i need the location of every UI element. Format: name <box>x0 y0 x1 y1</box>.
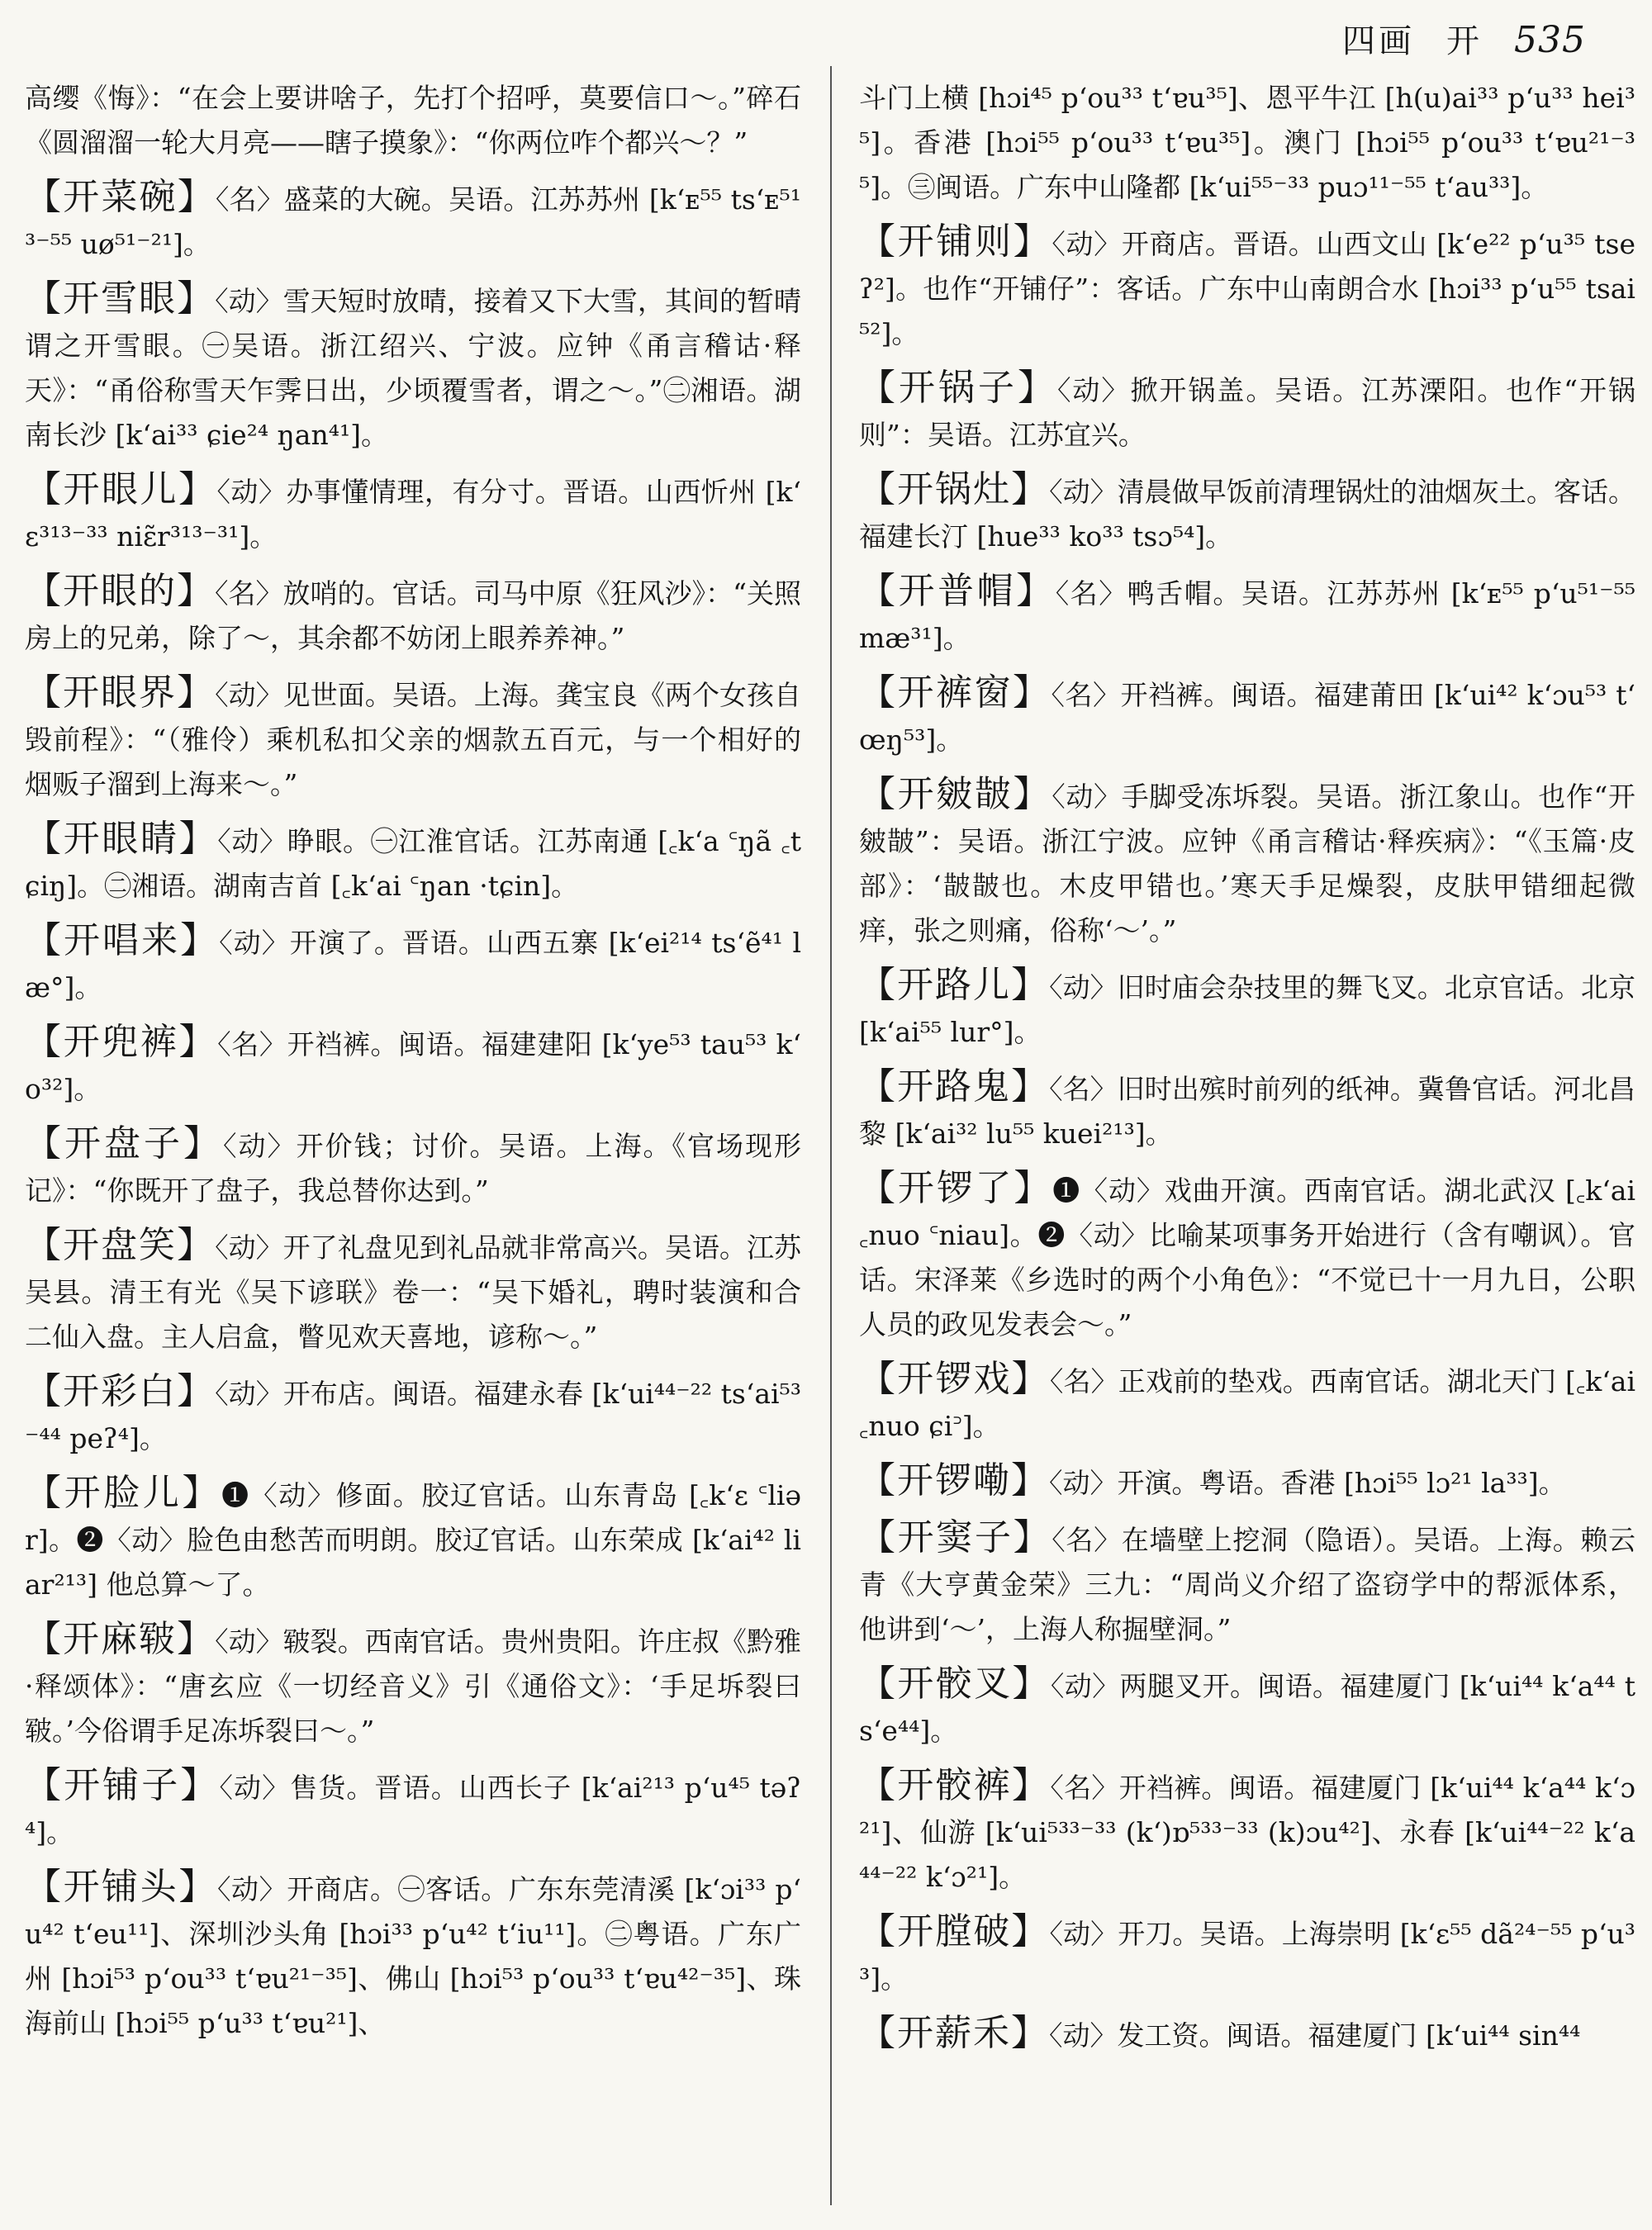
dictionary-entry <box>859 671 1635 762</box>
entry-headword: 【开膛破】 <box>859 1910 1050 1952</box>
entry-headword: 【开雪眼】 <box>25 278 216 320</box>
right-column <box>859 76 1635 2068</box>
dictionary-entry <box>859 2011 1635 2058</box>
dictionary-entry <box>25 918 801 1010</box>
entry-headword: 【开麻皲】 <box>25 1618 216 1660</box>
entry-definition: 〈动〉清晨做早饭前清理锅灶的油烟灰土。客话。福建长汀 [hue³³ ko³³ tsɔ⁵⁴]。 <box>859 476 1636 553</box>
entry-definition: 〈动〉手脚受冻坼裂。吴语。浙江象山。也作“开皴皵”：吴语。浙江宁波。应钟《甬言稽诂·释疾病》：“《玉篇·皮部》：‘皵皵也。木皮甲错也。’寒天手足燥裂，皮肤甲错细起微痒，张之则痛，俗称‘～’。” <box>859 780 1636 947</box>
entry-headword: 【开兜裤】 <box>25 1021 218 1063</box>
entry-headword: 【开路儿】 <box>859 964 1050 1006</box>
dictionary-entry <box>859 1516 1635 1652</box>
entry-definition: 〈动〉开布店。闽语。福建永春 [kʻui⁴⁴⁻²² tsʻai⁵³⁻⁴⁴ peʔ⁴]。 <box>25 1378 801 1454</box>
entry-definition: 〈名〉开裆裤。闽语。福建厦门 [kʻui⁴⁴ kʻa⁴⁴ kʻɔ²¹]、仙游 [kʻui⁵³³⁻³³ (kʻ)ɒ⁵³³⁻³³ (k)ɔu⁴²]、永春 [kʻui⁴⁴⁻²² kʻa⁴⁴⁻²² kʻɔ²¹]。 <box>859 1772 1636 1893</box>
entry-headword: 【开铺子】 <box>25 1764 220 1806</box>
entry-headword: 【开菜碗】 <box>25 176 216 218</box>
entry-definition: 斗门上横 [hɔi⁴⁵ pʻou³³ tʻɐu³⁵]、恩平牛江 [h(u)ai³³ pʻu³³ hei³⁵]。香港 [hɔi⁵⁵ pʻou³³ tʻɐu³⁵]。澳门 [hɔi⁵⁵ pʻou³³ tʻɐu²¹⁻³⁵]。㊂闽语。广东中山隆都 [kʻui⁵⁵⁻³³ puɔ¹¹⁻⁵⁵ tʻau³³]。 <box>859 82 1635 203</box>
entry-headword: 【开窦子】 <box>859 1516 1052 1559</box>
dictionary-entry <box>25 1763 801 1855</box>
dictionary-entry <box>859 1357 1635 1449</box>
header-radical: 开 <box>1446 22 1483 60</box>
entry-definition: 〈动〉售货。晋语。山西长子 [kʻai²¹³ pʻu⁴⁵ təʔ⁴]。 <box>25 1772 801 1848</box>
dictionary-entry <box>859 1910 1635 2001</box>
entry-headword: 【开锅子】 <box>859 367 1057 409</box>
entry-headword: 【开眼儿】 <box>25 468 217 510</box>
page-header <box>1342 15 1586 62</box>
entry-headword: 【开锣嘞】 <box>859 1459 1049 1502</box>
entry-definition: 〈动〉睁眼。㊀江淮官话。江苏南通 [꜀kʻa ꜂ŋã ꜀tɕiŋ]。㊁湘语。湖南吉首 [꜀kʻai ꜂ŋan ·tɕin]。 <box>25 825 802 902</box>
entry-definition: 〈动〉开价钱；讨价。吴语。上海。《官场现形记》：“你既开了盘子，我总替你达到。” <box>25 1130 801 1207</box>
dictionary-entry <box>859 1763 1635 1900</box>
entry-definition: 〈动〉开刀。吴语。上海崇明 [kʻɛ⁵⁵ dã²⁴⁻⁵⁵ pʻu³³]。 <box>859 1918 1635 1995</box>
entry-definition: 〈名〉正戏前的垫戏。西南官话。湖北天门 [꜀kʻai ꜀nuo ɕi꜄]。 <box>859 1365 1636 1442</box>
dictionary-entry <box>25 467 801 559</box>
entry-definition: 〈动〉见世面。吴语。上海。龚宝良《两个女孩自毁前程》：“（雅伶）乘机私扣父亲的烟款五百元，与一个相好的烟贩子溜到上海来～。” <box>25 679 802 800</box>
entry-headword: 【开路鬼】 <box>859 1065 1050 1108</box>
entry-headword: 【开脸儿】 <box>25 1472 222 1514</box>
header-strokes: 四画 <box>1342 22 1416 60</box>
entry-headword: 【开普帽】 <box>859 570 1056 612</box>
dictionary-entry <box>859 366 1635 458</box>
entry-definition: 〈动〉办事懂情理，有分寸。晋语。山西忻州 [kʻɛ³¹³⁻³³ niɛ̃r³¹³⁻³¹]。 <box>25 476 801 553</box>
entry-headword: 【开铺则】 <box>859 221 1052 263</box>
dictionary-entry <box>859 220 1635 356</box>
entry-definition: 〈名〉开裆裤。闽语。福建莆田 [kʻui⁴² kʻɔu⁵³ tʻœŋ⁵³]。 <box>859 679 1636 756</box>
dictionary-entry <box>25 1223 801 1359</box>
entry-headword: 【开铺头】 <box>25 1866 217 1908</box>
entry-headword: 【开眼的】 <box>25 570 216 612</box>
entry-headword: 【开薪禾】 <box>859 2012 1049 2054</box>
entry-definition: 〈名〉放哨的。官话。司马中原《狂风沙》：“关照房上的兄弟，除了～，其余都不妨闭上眼养养神。” <box>25 577 802 654</box>
entry-definition: 〈动〉开演。粤语。香港 [hɔi⁵⁵ lɔ²¹ la³³]。 <box>1049 1467 1566 1499</box>
entry-headword: 【开锣戏】 <box>859 1358 1050 1400</box>
entry-headword: 【开锣了】 <box>859 1167 1053 1209</box>
entry-definition: 〈动〉开演了。晋语。山西五寨 [kʻei²¹⁴ tsʻẽ⁴¹ læ°]。 <box>25 927 802 1004</box>
dictionary-entry <box>25 671 801 807</box>
dictionary-entry <box>25 76 801 165</box>
dictionary-entry <box>859 1459 1635 1506</box>
entry-definition: 〈动〉发工资。闽语。福建厦门 [kʻui⁴⁴ sin⁴⁴ <box>1049 2019 1581 2052</box>
entry-headword: 【开锅灶】 <box>859 468 1050 510</box>
entry-definition: 〈动〉雪天短时放晴，接着又下大雪，其间的暂晴谓之开雪眼。㊀吴语。浙江绍兴、宁波。应钟《甬言稽诂·释天》：“甬俗称雪天乍霁日出，少顷覆雪者，谓之～。”㊁湘语。湖南长沙 [kʻai³³ ɕie²⁴ ŋan⁴¹]。 <box>25 285 802 451</box>
entry-definition: 〈名〉旧时出殡时前列的纸神。冀鲁官话。河北昌黎 [kʻai³² lu⁵⁵ kuei²¹³]。 <box>859 1073 1636 1150</box>
dictionary-entry <box>25 1617 801 1753</box>
dictionary-entry <box>25 817 801 909</box>
entry-definition: 〈名〉鸭舌帽。吴语。江苏苏州 [kʻᴇ⁵⁵ pʻu⁵¹⁻⁵⁵ mæ³¹]。 <box>859 577 1636 654</box>
dictionary-entry <box>25 1865 801 2046</box>
dictionary-entry <box>25 1122 801 1213</box>
dictionary-entry <box>25 277 801 458</box>
entry-definition: 〈名〉在墙壁上挖洞（隐语）。吴语。上海。赖云青《大亨黄金荣》三九：“周尚义介绍了盗窃学中的帮派体系，他讲到‘～’，上海人称掘壁洞。” <box>859 1524 1636 1645</box>
page-number: 535 <box>1514 19 1586 61</box>
dictionary-entry <box>859 76 1635 210</box>
entry-headword: 【开眼界】 <box>25 671 216 714</box>
dictionary-entry <box>859 963 1635 1055</box>
entry-definition: 〈动〉开了礼盘见到礼品就非常高兴。吴语。江苏吴县。清王有光《吴下谚联》卷一：“吴下婚礼，聘时装演和合二仙入盘。主人启盒，瞥见欢天喜地，谚称～。” <box>25 1231 802 1353</box>
entry-definition: 〈动〉两腿叉开。闽语。福建厦门 [kʻui⁴⁴ kʻa⁴⁴ tsʻe⁴⁴]。 <box>859 1670 1635 1747</box>
entry-headword: 【开唱来】 <box>25 919 220 961</box>
entry-definition: 〈名〉盛菜的大碗。吴语。江苏苏州 [kʻᴇ⁵⁵ tsʻᴇ⁵¹³⁻⁵⁵ uø⁵¹⁻²¹]。 <box>25 183 802 260</box>
entry-definition: ❶〈动〉修面。胶辽官话。山东青岛 [꜀kʻɛ ꜂liər]。❷〈动〉脸色由愁苦而明朗。胶辽官话。山东荣成 [kʻai⁴² liar²¹³] 他总算～了。 <box>25 1479 801 1601</box>
entry-headword: 【开盘子】 <box>25 1122 223 1165</box>
dictionary-entry <box>25 1020 801 1112</box>
dictionary-entry <box>25 1471 801 1607</box>
dictionary-entry <box>859 772 1635 953</box>
entry-headword: 【开骹裤】 <box>859 1764 1051 1806</box>
dictionary-entry <box>859 1166 1635 1347</box>
entry-definition: 〈动〉旧时庙会杂技里的舞飞叉。北京官话。北京 [kʻai⁵⁵ lur°]。 <box>859 971 1636 1048</box>
entry-headword: 【开眼睛】 <box>25 818 218 860</box>
entry-headword: 【开骹叉】 <box>859 1663 1051 1705</box>
dictionary-entry <box>859 569 1635 661</box>
dictionary-entry <box>25 175 801 267</box>
entry-headword: 【开裤窗】 <box>859 671 1051 714</box>
left-column <box>25 76 801 2056</box>
entry-definition: 〈动〉开商店。晋语。山西文山 [kʻe²² pʻu³⁵ tseʔ²]。也作“开铺仔”：客话。广东中山南朗合水 [hɔi³³ pʻu⁵⁵ tsai⁵²]。 <box>859 228 1635 349</box>
entry-headword: 【开皴皵】 <box>859 773 1052 815</box>
entry-definition: 〈动〉开商店。㊀客话。广东东莞清溪 [kʻɔi³³ pʻu⁴² tʻeu¹¹]、深圳沙头角 [hɔi³³ pʻu⁴² tʻiu¹¹]。㊁粤语。广东广州 [hɔi⁵³ pʻou³³ tʻɐu²¹⁻³⁵]、佛山 [hɔi⁵³ pʻou³³ tʻɐu⁴²⁻³⁵]、珠海前山 [hɔi⁵⁵ pʻu³³ tʻɐu²¹]、 <box>25 1873 802 2039</box>
entry-definition: 〈名〉开裆裤。闽语。福建建阳 [kʻye⁵³ tau⁵³ kʻo³²]。 <box>25 1028 802 1105</box>
entry-headword: 【开彩白】 <box>25 1370 216 1412</box>
dictionary-entry <box>859 1662 1635 1753</box>
entry-definition: ❶〈动〉戏曲开演。西南官话。湖北武汉 [꜀kʻai ꜀nuo ꜂niau]。❷〈动〉比喻某项事务开始进行（含有嘲讽）。官话。宋泽莱《乡选时的两个小角色》：“不觉已十一月九日，公职人员的政见发表会～。” <box>859 1174 1636 1340</box>
dictionary-entry <box>25 1369 801 1461</box>
column-divider <box>830 66 832 2205</box>
entry-definition: 高缨《悔》：“在会上要讲啥子，先打个招呼，莫要信口～。”碎石《圆溜溜一轮大月亮——瞎子摸象》：“你两位咋个都兴～？” <box>25 82 801 159</box>
entry-definition: 〈动〉掀开锅盖。吴语。江苏溧阳。也作“开锅则”：吴语。江苏宜兴。 <box>859 374 1636 451</box>
dictionary-entry <box>25 569 801 661</box>
dictionary-entry <box>859 467 1635 559</box>
entry-headword: 【开盘笑】 <box>25 1224 216 1266</box>
entry-definition: 〈动〉皲裂。西南官话。贵州贵阳。许庄叔《黔雅·释颂体》：“唐玄应《一切经音义》引《通俗文》：‘手足坼裂曰皲。’今俗谓手足冻坼裂曰～。” <box>25 1625 802 1747</box>
dictionary-entry <box>859 1065 1635 1156</box>
